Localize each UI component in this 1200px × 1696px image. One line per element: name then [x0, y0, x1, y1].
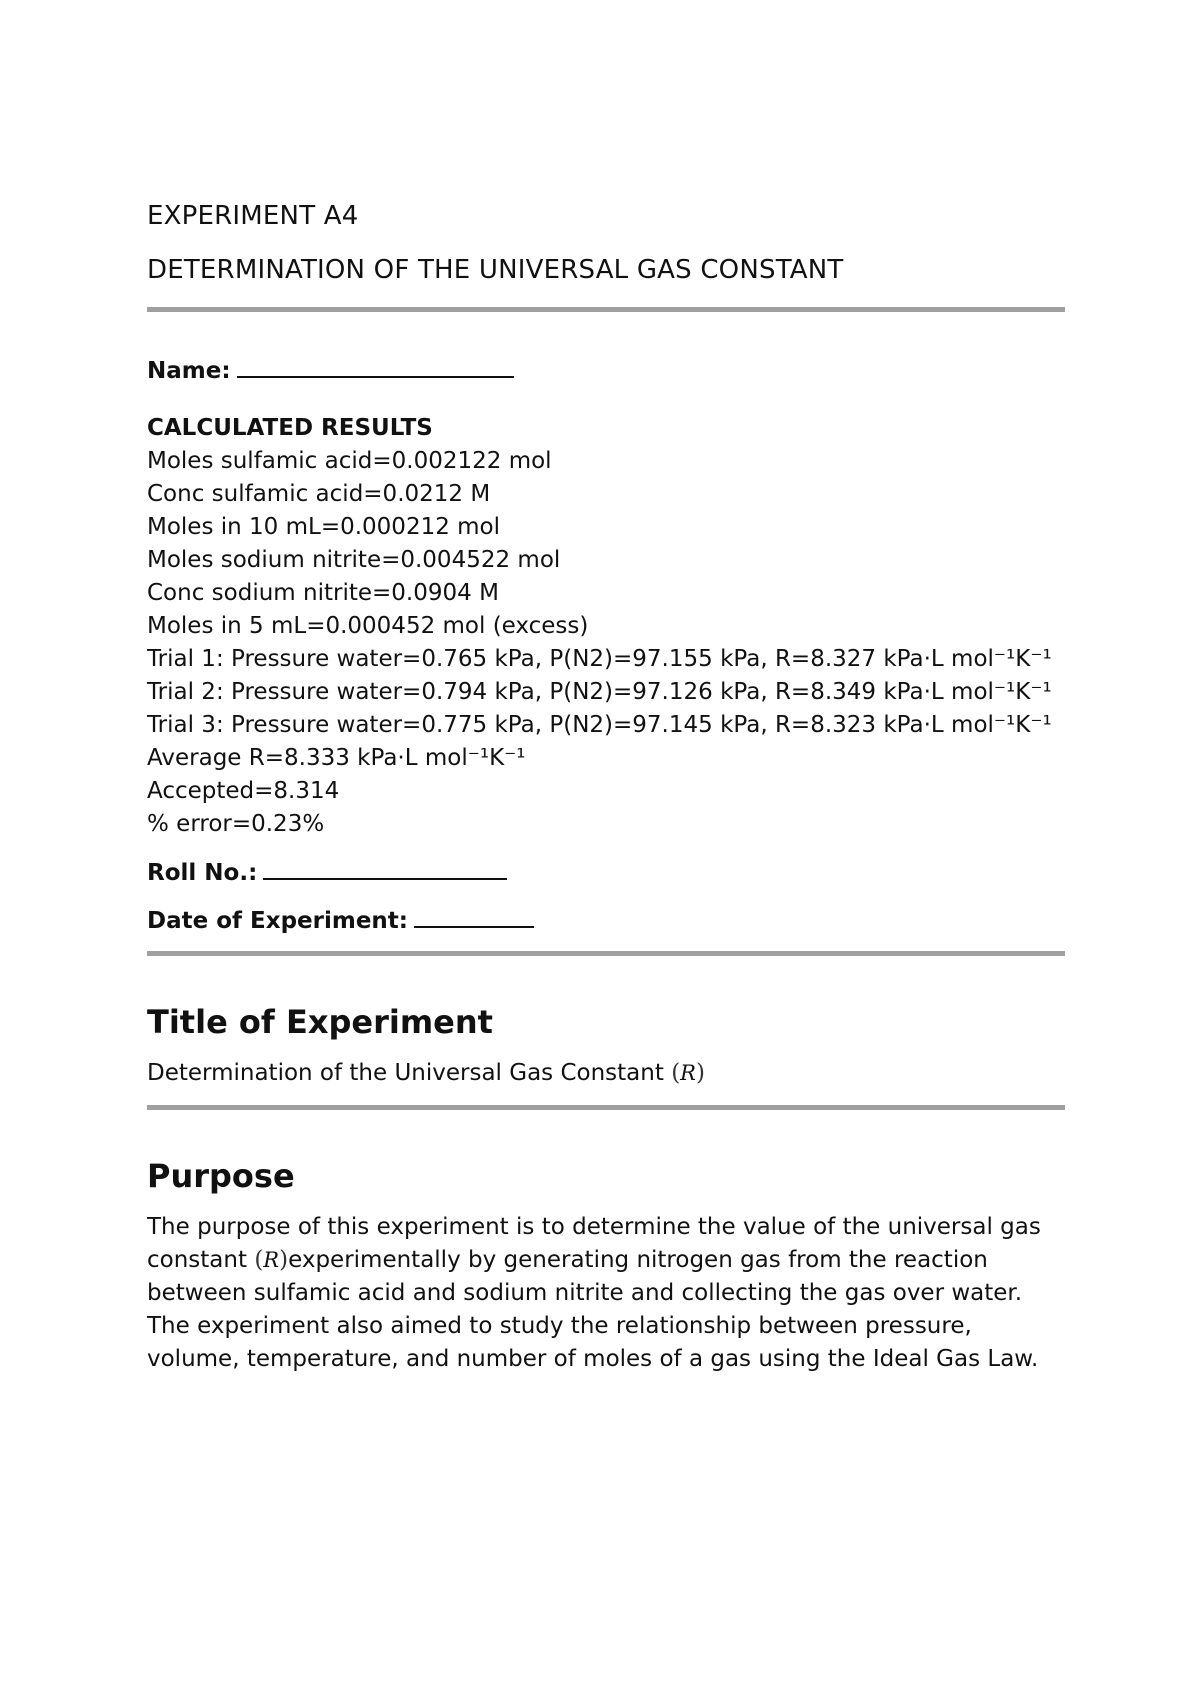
result-line: % error=0.23%: [147, 811, 325, 837]
result-line: Trial 1: Pressure water=0.765 kPa, P(N2)=97.155 kPa, R=8.327 kPa·L mol⁻¹K⁻¹: [147, 646, 1052, 672]
name-blank[interactable]: [237, 352, 514, 378]
result-line: Conc sulfamic acid=0.0212 M: [147, 481, 491, 507]
title-text: Determination of the Universal Gas Constant: [147, 1060, 664, 1086]
experiment-title: DETERMINATION OF THE UNIVERSAL GAS CONSTANT: [147, 255, 844, 285]
purpose-text: The purpose of this experiment is to determine the value of the universal gas constant (R)experimentally by generating nitrogen gas from the reaction between sulfamic acid and sodium nitrite and collecting the gas over water. The experiment also aimed to study the relationship between pressure, volume, temperature, and number of moles of a gas using the Ideal Gas Law.: [147, 1214, 1041, 1372]
roll-label: Roll No.:: [147, 860, 258, 886]
r-symbol: R: [680, 1061, 696, 1085]
result-line: Moles sodium nitrite=0.004522 mol: [147, 547, 561, 573]
result-line: Average R=8.333 kPa·L mol⁻¹K⁻¹: [147, 745, 526, 771]
date-blank[interactable]: [414, 902, 534, 928]
document-page: [147, 196, 1065, 1376]
result-line: Moles in 5 mL=0.000452 mol (excess): [147, 613, 589, 639]
horizontal-rule: [147, 307, 1065, 312]
roll-field: [147, 854, 1065, 888]
horizontal-rule: [147, 951, 1065, 956]
roll-blank[interactable]: [263, 854, 507, 880]
date-label: Date of Experiment:: [147, 908, 408, 934]
horizontal-rule: [147, 1105, 1065, 1110]
result-line: Trial 3: Pressure water=0.775 kPa, P(N2)=97.145 kPa, R=8.323 kPa·L mol⁻¹K⁻¹: [147, 712, 1052, 738]
title-section-text: Determination of the Universal Gas Constant (R): [147, 1060, 705, 1086]
results-list: [147, 445, 1065, 841]
result-line: Accepted=8.314: [147, 778, 340, 804]
title-section-heading: Title of Experiment: [147, 1003, 493, 1041]
purpose-text-after: experimentally by generating nitrogen gas from the reaction between sulfamic acid and sodium nitrite and collecting the gas over water. The experiment also aimed to study the relationship between pressure, volume, temperature, and number of moles of a gas using the Ideal Gas Law.: [147, 1247, 1039, 1372]
experiment-code: EXPERIMENT A4: [147, 201, 359, 231]
results-heading: CALCULATED RESULTS: [147, 415, 433, 441]
purpose-heading: Purpose: [147, 1157, 295, 1195]
result-line: Conc sodium nitrite=0.0904 M: [147, 580, 499, 606]
r-symbol: R: [263, 1248, 280, 1272]
result-line: Trial 2: Pressure water=0.794 kPa, P(N2)=97.126 kPa, R=8.349 kPa·L mol⁻¹K⁻¹: [147, 679, 1052, 705]
name-label: Name:: [147, 358, 231, 384]
result-line: Moles sulfamic acid=0.002122 mol: [147, 448, 552, 474]
date-field: [147, 902, 1065, 936]
result-line: Moles in 10 mL=0.000212 mol: [147, 514, 501, 540]
name-field: [147, 352, 1065, 386]
purpose-text-before: The purpose of this experiment is to determine the value of the universal gas constant: [147, 1214, 1041, 1273]
